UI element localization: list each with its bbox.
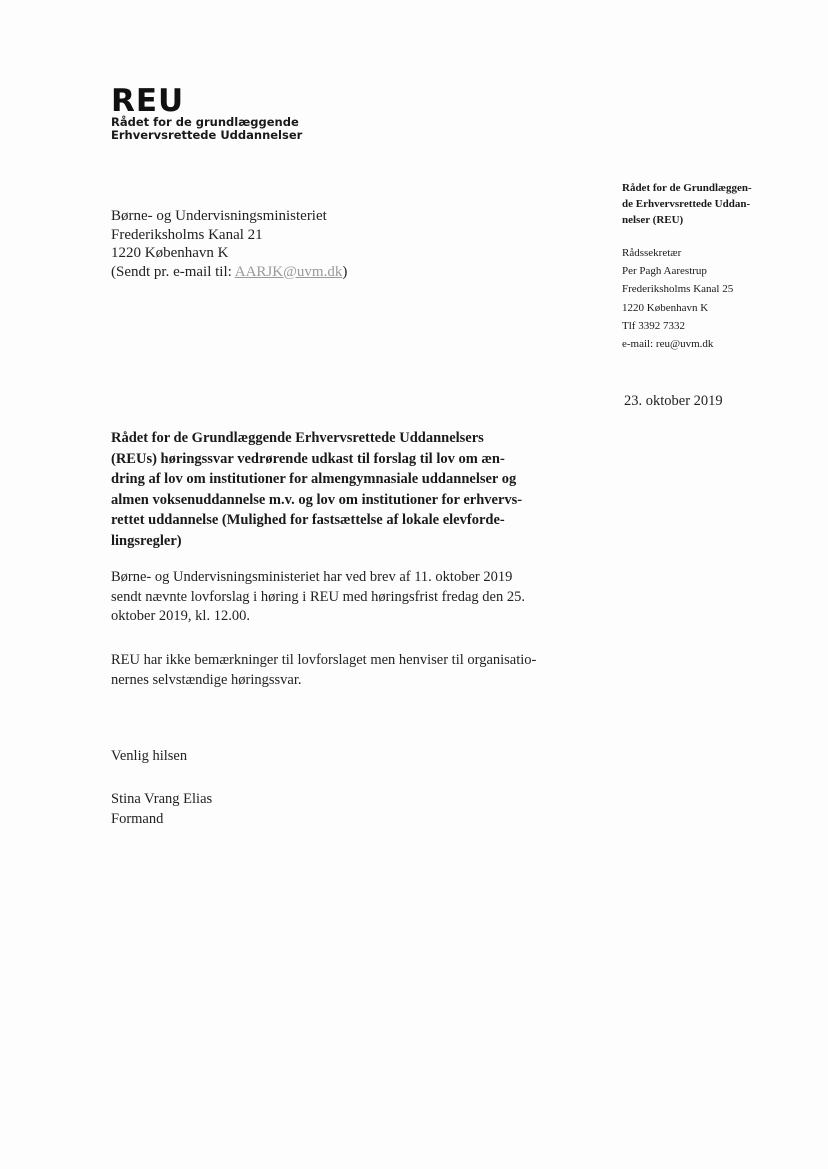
letter-subject bbox=[111, 428, 556, 551]
p2-line-2: nernes selvstændige høringssvar. bbox=[111, 671, 302, 688]
signer-title: Formand bbox=[111, 811, 164, 827]
sender-name: Per Pagh Aarestrup bbox=[622, 265, 707, 278]
signer-name: Stina Vrang Elias bbox=[111, 791, 213, 807]
body-paragraph-1 bbox=[111, 568, 561, 627]
p2-line-1: REU har ikke bemærkninger til lovforslaget men henviser til organisatio- bbox=[111, 652, 537, 668]
logo-line-1: Rådet for de grundlæggende bbox=[111, 115, 299, 129]
sender-role: Rådssekretær bbox=[622, 247, 682, 259]
subject-line-2: (REUs) høringssvar vedrørende udkast til forslag til lov om æn- bbox=[111, 450, 505, 467]
subject-line-5: rettet uddannelse (Mulighed for fastsættelse af lokale elevforde- bbox=[111, 512, 505, 528]
recipient-line-1: Børne- og Undervisningsministeriet bbox=[111, 208, 327, 224]
subject-line-6: lingsregler) bbox=[111, 532, 182, 549]
signature-block bbox=[111, 789, 212, 829]
letter-date: 23. oktober 2019 bbox=[624, 393, 723, 409]
body-paragraph-2 bbox=[111, 651, 561, 690]
sender-organization bbox=[622, 180, 792, 228]
logo-line-2: Erhvervsrettede Uddannelser bbox=[111, 128, 303, 142]
sender-org-line-3: nelser (REU) bbox=[622, 214, 684, 226]
subject-line-3: dring af lov om institutioner for almengymnasiale uddannelser og bbox=[111, 471, 517, 487]
recipient-line-2: Frederiksholms Kanal 21 bbox=[111, 226, 263, 243]
sent-prefix: (Sendt pr. e-mail til: bbox=[111, 263, 235, 280]
sender-city: 1220 København K bbox=[622, 301, 709, 314]
sent-suffix: ) bbox=[342, 263, 348, 280]
sender-org-line-2: de Erhvervsrettede Uddan- bbox=[622, 198, 751, 210]
recipient-line-3: 1220 København K bbox=[111, 245, 229, 261]
reu-logo bbox=[111, 83, 303, 142]
logo-mark: REU bbox=[111, 83, 185, 119]
p1-line-2: sendt nævnte lovforslag i høring i REU med høringsfrist fredag den 25. bbox=[111, 588, 525, 605]
sender-street: Frederiksholms Kanal 25 bbox=[622, 283, 734, 296]
recipient-address bbox=[111, 207, 347, 281]
sender-block bbox=[622, 180, 792, 353]
p1-line-1: Børne- og Undervisningsministeriet har ved brev af 11. oktober 2019 bbox=[111, 569, 513, 585]
p1-line-3: oktober 2019, kl. 12.00. bbox=[111, 608, 250, 624]
recipient-sent-line bbox=[111, 263, 347, 282]
closing-greeting: Venlig hilsen bbox=[111, 748, 188, 764]
sender-org-line-1: Rådet for de Grundlæggen- bbox=[622, 182, 752, 194]
recipient-email-link[interactable]: AARJK@uvm.dk bbox=[234, 263, 343, 280]
subject-line-1: Rådet for de Grundlæggende Erhvervsrettede Uddannelsers bbox=[111, 430, 484, 446]
subject-line-4: almen voksenuddannelse m.v. og lov om institutioner for erhvervs- bbox=[111, 491, 523, 508]
sender-phone: Tlf 3392 7332 bbox=[622, 319, 685, 332]
sender-email: e-mail: reu@uvm.dk bbox=[622, 338, 714, 351]
